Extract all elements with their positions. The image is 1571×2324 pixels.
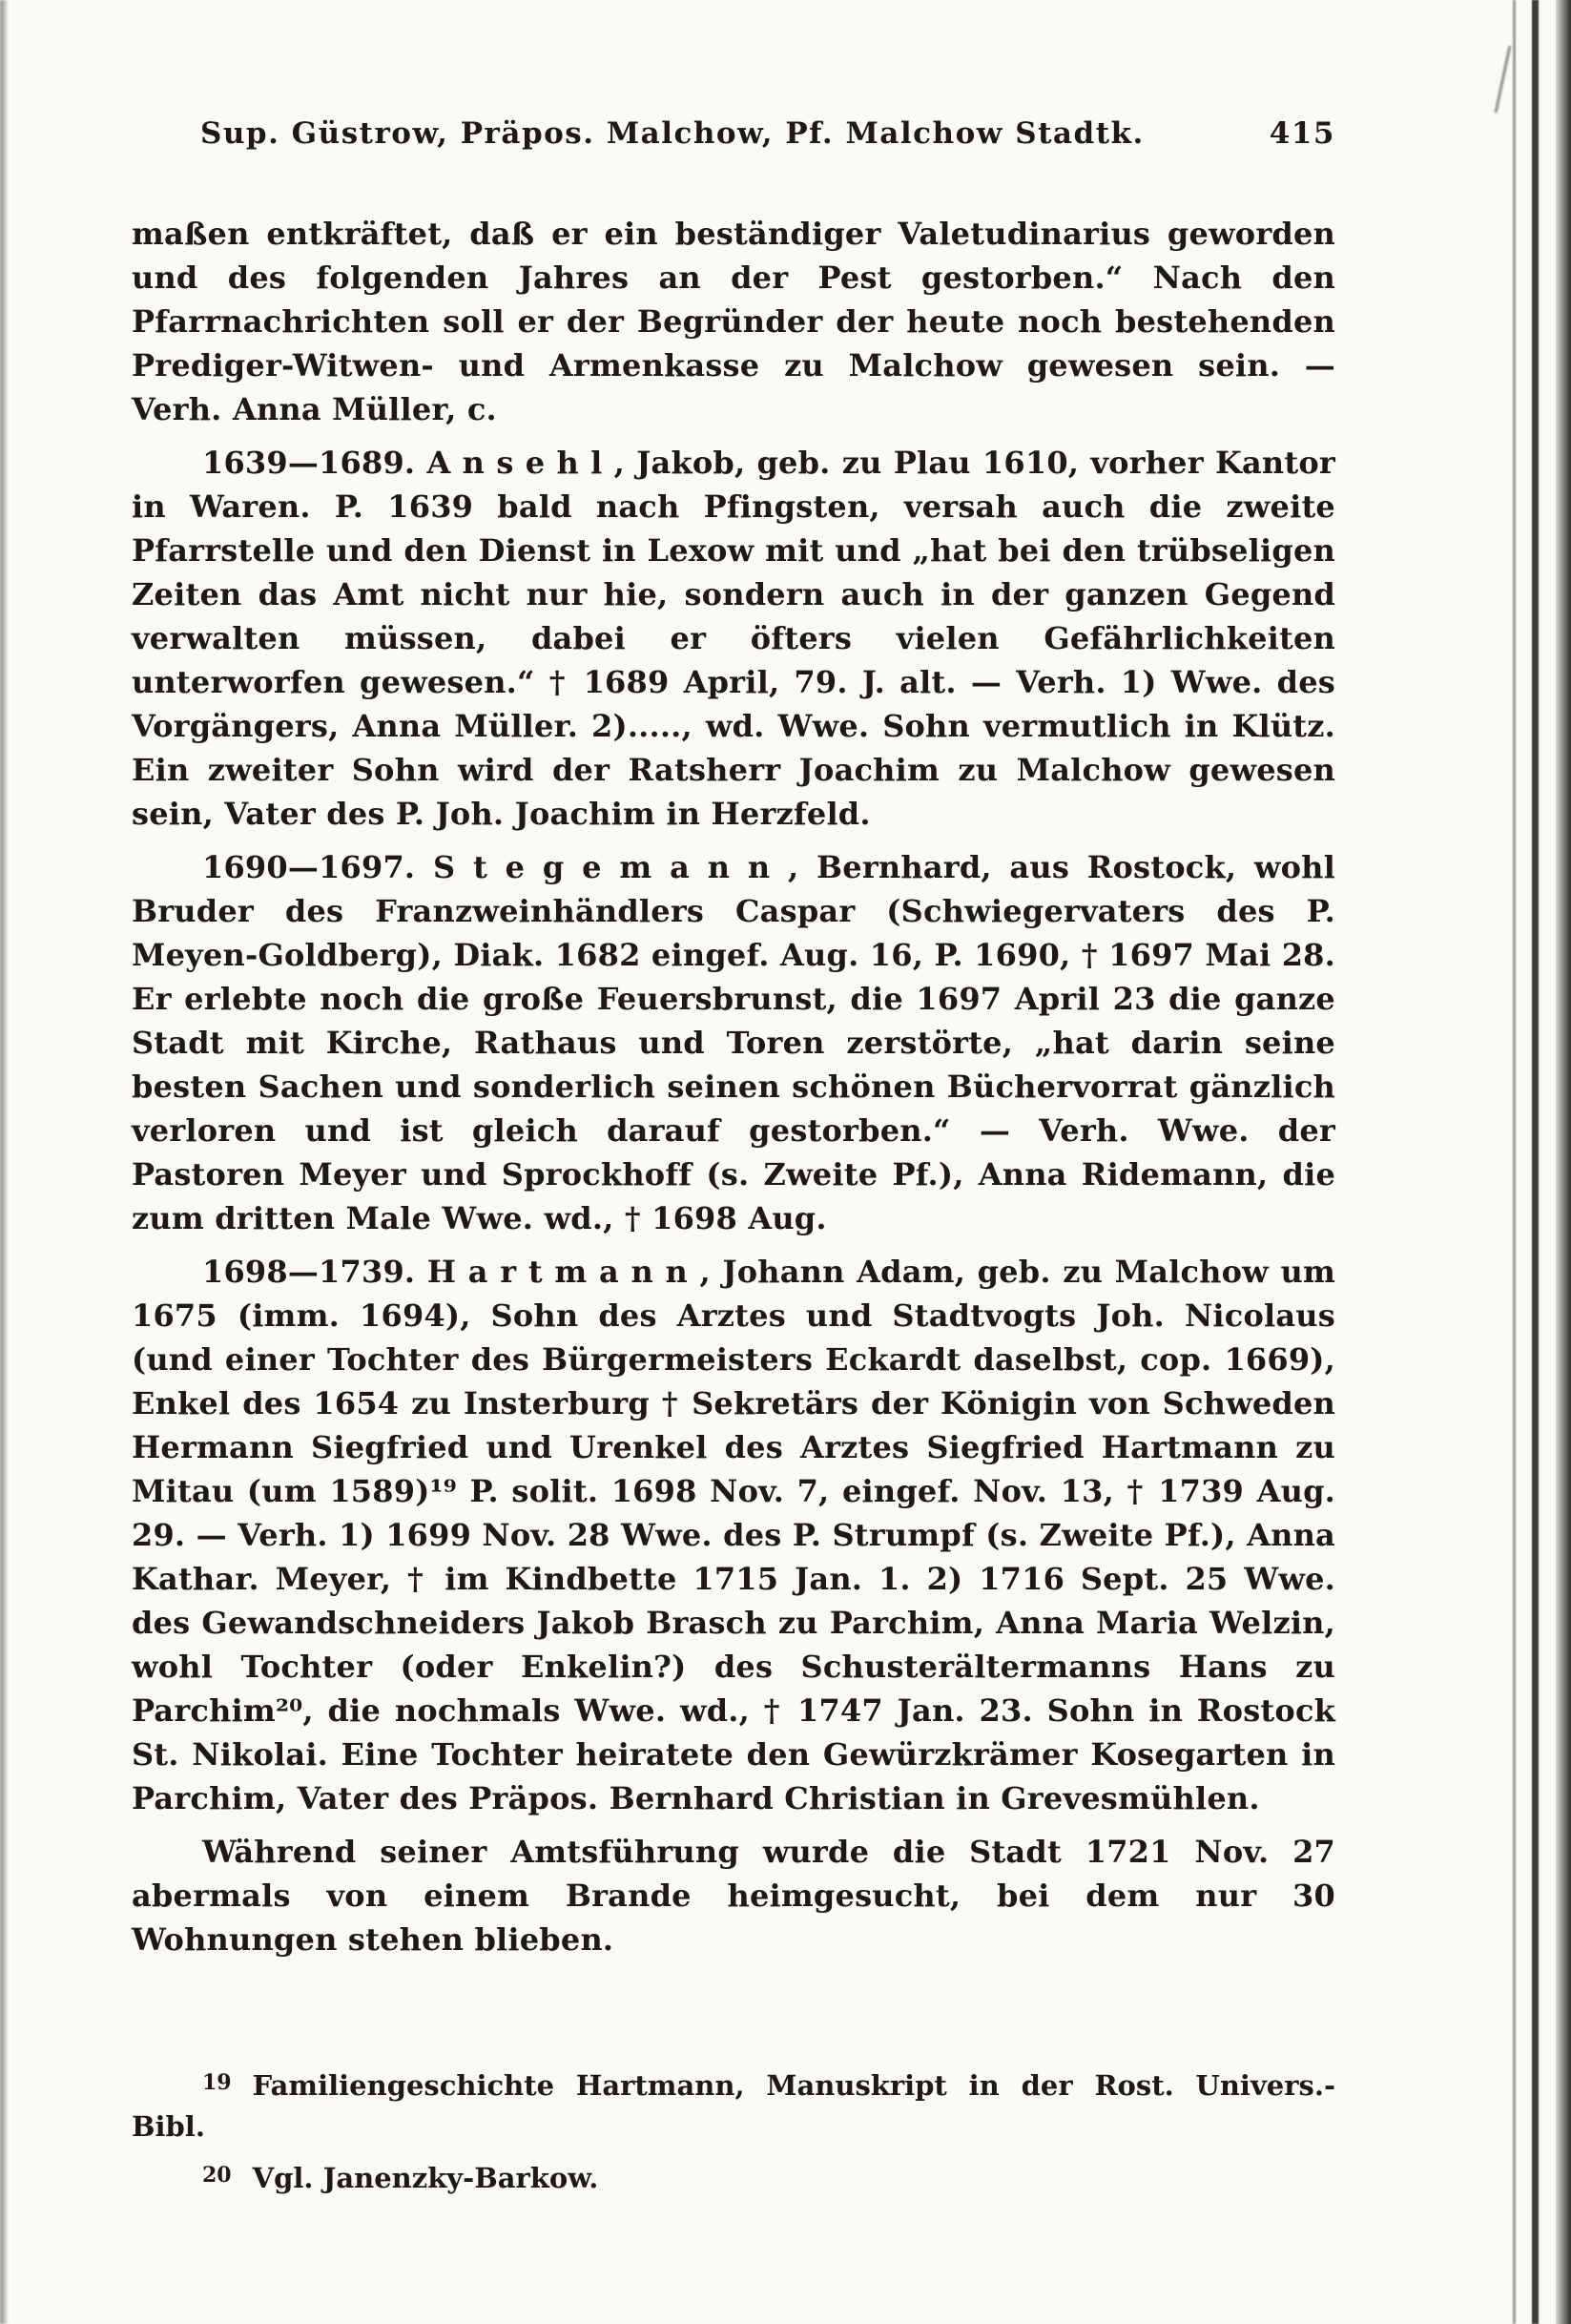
footnotes: [132, 2063, 1335, 2207]
footnote-19-text: Familiengeschichte Hartmann, Manuskript in der Rost. Univers.-Bibl.: [132, 2069, 1335, 2143]
footnote-20: [132, 2155, 1335, 2199]
scan-artifact-corner-mark: [1457, 46, 1512, 113]
page-number: 415: [1269, 116, 1335, 151]
running-header: [132, 116, 1335, 151]
footnote-19-marker: 19: [202, 2070, 232, 2095]
body-text: [132, 212, 1335, 1965]
scan-artifact-left-edge: [0, 0, 9, 2324]
body-paragraph-hartmann: 1698—1739. H a r t m a n n , Johann Adam, geb. zu Malchow um 1675 (imm. 1694), Sohn des Arztes und Stadtvogts Joh. Nicolaus (und einer Tochter des Bürgermeisters Eckardt daselbst, cop. 1669), Enkel des 1654 zu Insterburg † Sekretärs der Königin von Schweden Hermann Siegfried und Urenkel des Arztes Siegfried Hartmann zu Mitau (um 1589)¹⁹ P. solit. 1698 Nov. 7, eingef. Nov. 13, † 1739 Aug. 29. — Verh. 1) 1699 Nov. 28 Wwe. des P. Strumpf (s. Zweite Pf.), Anna Kathar. Meyer, † im Kindbette 1715 Jan. 1. 2) 1716 Sept. 25 Wwe. des Gewandschneiders Jakob Brasch zu Parchim, Anna Maria Welzin, wohl Tochter (oder Enkelin?) des Schusterältermanns Hans zu Parchim²⁰, die nochmals Wwe. wd., † 1747 Jan. 23. Sohn in Rostock St. Nikolai. Eine Tochter heiratete den Gewürzkrämer Kosegarten in Parchim, Vater des Präpos. Bernhard Christian in Grevesmühlen.: [132, 1254, 1335, 1816]
footnote-20-text: Vgl. Janenzky-Barkow.: [252, 2162, 599, 2194]
body-paragraph-stegemann: 1690—1697. S t e g e m a n n , Bernhard, aus Rostock, wohl Bruder des Franzweinhändlers Caspar (Schwiegervaters des P. Meyen-Goldberg), Diak. 1682 eingef. Aug. 16, P. 1690, † 1697 Mai 28. Er erlebte noch die große Feuersbrunst, die 1697 April 23 die ganze Stadt mit Kirche, Rathaus und Toren zerstörte, „hat darin seine besten Sachen und sonderlich seinen schönen Büchervorrat gänzlich verloren und ist gleich darauf gestorben.“ — Verh. Wwe. der Pastoren Meyer und Sprockhoff (s. Zweite Pf.), Anna Ridemann, die zum dritten Male Wwe. wd., † 1698 Aug.: [132, 849, 1335, 1236]
scan-artifact-right-line-2: [1513, 0, 1516, 2324]
footnote-20-marker: 20: [202, 2163, 232, 2188]
body-paragraph-ansehl: 1639—1689. A n s e h l , Jakob, geb. zu Plau 1610, vorher Kantor in Waren. P. 1639 bald nach Pfingsten, versah auch die zweite Pfarrstelle und den Dienst in Lexow mit und „hat bei den trübseligen Zeiten das Amt nicht nur hie, sondern auch in der ganzen Gegend verwalten müssen, dabei er öfters vielen Gefährlichkeiten unterworfen gewesen.“ † 1689 April, 79. J. alt. — Verh. 1) Wwe. des Vorgängers, Anna Müller. 2)....., wd. Wwe. Sohn vermutlich in Klütz. Ein zweiter Sohn wird der Ratsherr Joachim zu Malchow gewesen sein, Vater des P. Joh. Joachim in Herzfeld.: [132, 445, 1335, 832]
running-header-title: Sup. Güstrow, Präpos. Malchow, Pf. Malchow Stadtk.: [200, 116, 1145, 151]
scan-artifact-right-line-1: [1532, 0, 1539, 2324]
scan-artifact-right-edge: [1556, 0, 1571, 2324]
body-paragraph-continuation: maßen entkräftet, daß er ein beständiger Valetudinarius geworden und des folgenden Jahres an der Pest gestorben.“ Nach den Pfarrnachrichten soll er der Begründer der heute noch bestehenden Prediger-Witwen- und Armenkasse zu Malchow gewesen sein. — Verh. Anna Müller, c.: [132, 216, 1335, 427]
body-paragraph-fire-note: Während seiner Amtsführung wurde die Stadt 1721 Nov. 27 abermals von einem Brande heimgesucht, bei dem nur 30 Wohnungen stehen blieben.: [132, 1834, 1335, 1958]
footnote-19: [132, 2063, 1335, 2148]
